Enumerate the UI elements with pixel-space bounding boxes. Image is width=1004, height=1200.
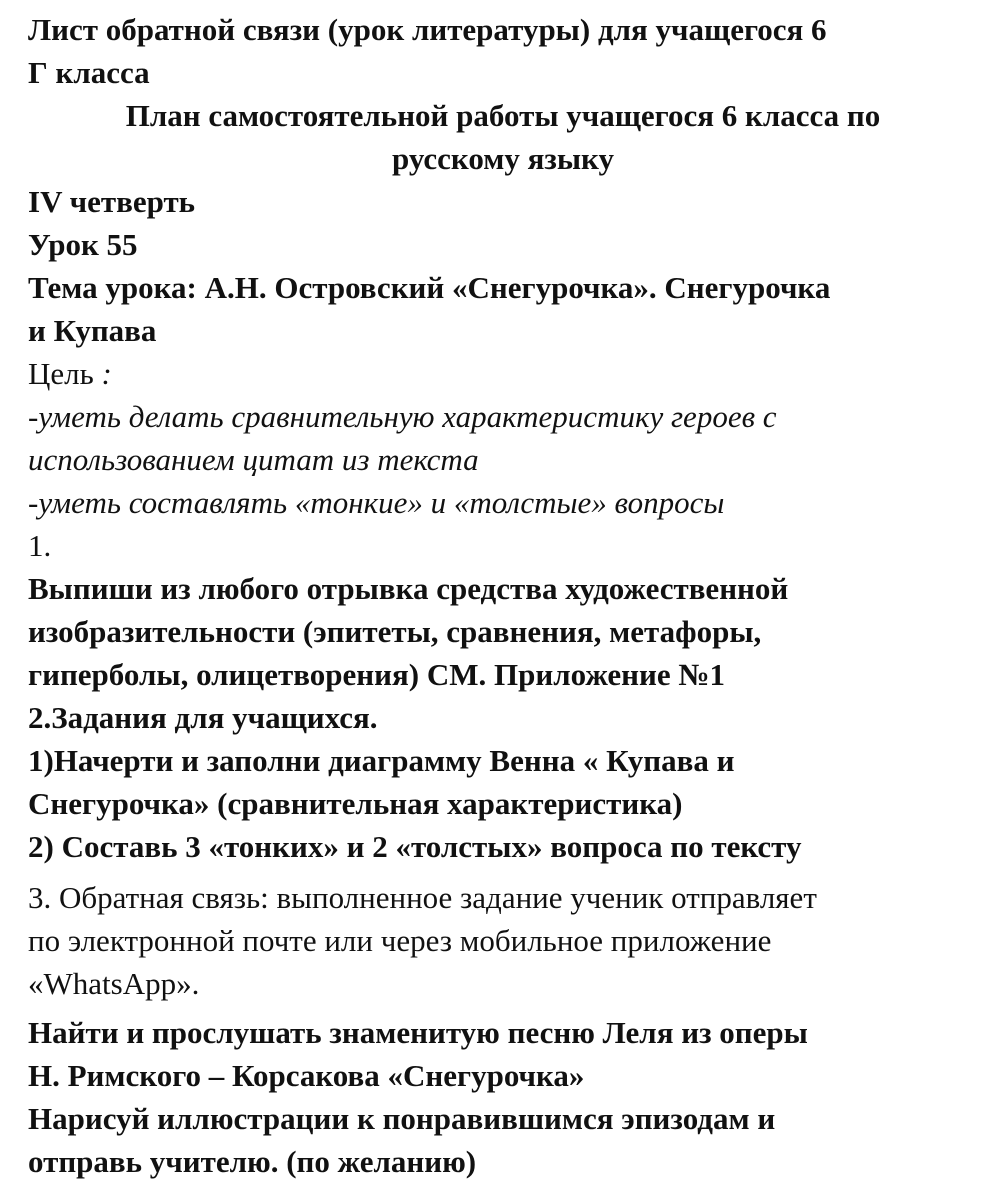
- goal-label: Цель: [28, 356, 94, 391]
- topic-line-2: и Купава: [28, 313, 157, 348]
- task-2-sub-2: 2) Составь 3 «тонких» и 2 «толстых» вопроса по тексту: [28, 829, 802, 864]
- goal-item-1-line-1: -уметь делать сравнительную характеристику героев с: [28, 399, 777, 434]
- task-1-line-2: изобразительности (эпитеты, сравнения, метафоры,: [28, 614, 762, 649]
- goal-heading: [28, 352, 978, 395]
- plan-line-1: План самостоятельной работы учащегося 6 класса по: [125, 98, 881, 133]
- task-1-line-3: гиперболы, олицетворения) СМ. Приложение №1: [28, 657, 726, 692]
- goal-item-1-line-2: использованием цитат из текста: [28, 442, 479, 477]
- quarter-label: IV четверть: [28, 184, 196, 219]
- title-line-2: Г класса: [28, 55, 150, 90]
- task-2: [28, 696, 978, 868]
- lesson-topic: [28, 266, 978, 352]
- task-1: [28, 524, 978, 696]
- goal-colon: :: [93, 356, 112, 391]
- feedback-section: [28, 876, 978, 1005]
- extra-line-3: Нарисуй иллюстрации к понравившимся эпизодам и: [28, 1101, 776, 1136]
- task-2-sub-1-line-1: 1)Начерти и заполни диаграмму Венна « Купава и: [28, 743, 735, 778]
- extra-line-4: отправь учителю. (по желанию): [28, 1144, 477, 1179]
- lesson-number: Урок 55: [28, 227, 138, 262]
- task-2-sub-1-line-2: Снегурочка» (сравнительная характеристика): [28, 786, 683, 821]
- plan-line-2: русскому языку: [392, 141, 614, 176]
- task-2-title: 2.Задания для учащихся.: [28, 700, 378, 735]
- title-line-1: Лист обратной связи (урок литературы) для учащегося 6: [28, 12, 827, 47]
- extra-line-1: Найти и прослушать знаменитую песню Леля из оперы: [28, 1015, 808, 1050]
- extra-tasks: [28, 1011, 978, 1183]
- feedback-sheet-title: [28, 8, 978, 94]
- goal-item-2: -уметь составлять «тонкие» и «толстые» вопросы: [28, 485, 725, 520]
- feedback-line-2: по электронной почте или через мобильное приложение: [28, 923, 772, 958]
- extra-line-2: Н. Римского – Корсакова «Снегурочка»: [28, 1058, 585, 1093]
- feedback-line-1: 3. Обратная связь: выполненное задание ученик отправляет: [28, 880, 817, 915]
- task-1-number: 1.: [28, 528, 52, 563]
- task-1-line-1: Выпиши из любого отрывка средства художественной: [28, 571, 789, 606]
- lesson-goal: [28, 352, 978, 524]
- feedback-line-3: «WhatsApp».: [28, 966, 200, 1001]
- document-page: [28, 8, 978, 1183]
- plan-heading: [28, 94, 978, 180]
- topic-line-1: Тема урока: А.Н. Островский «Снегурочка». Снегурочка: [28, 270, 831, 305]
